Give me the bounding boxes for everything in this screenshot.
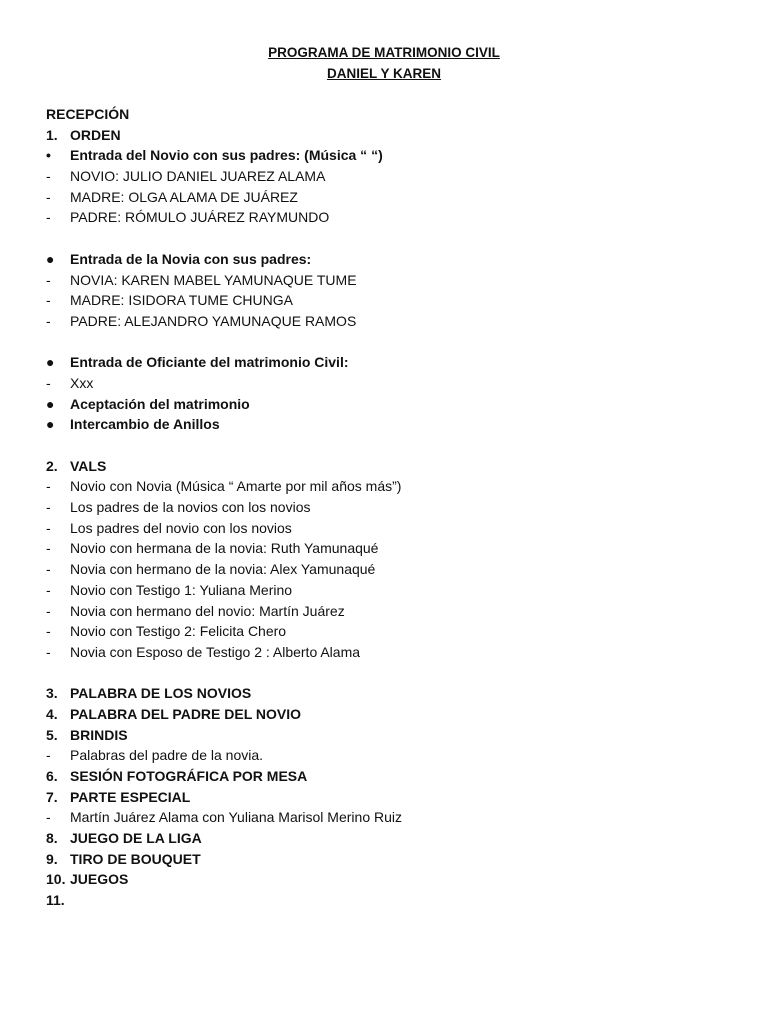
item-text: Novia con Esposo de Testigo 2 : Alberto Alama bbox=[70, 643, 361, 660]
document-title: PROGRAMA DE MATRIMONIO CIVIL bbox=[268, 45, 500, 60]
dash-marker: - bbox=[46, 602, 51, 619]
program-heading-item bbox=[46, 787, 726, 808]
item-text: RECEPCIÓN bbox=[46, 106, 130, 122]
dash-marker: - bbox=[46, 581, 51, 598]
item-text: Los padres de la novios con los novios bbox=[70, 499, 311, 516]
program-detail-item bbox=[46, 311, 726, 332]
program-detail-item bbox=[46, 580, 726, 601]
item-text: Xxx bbox=[70, 374, 94, 391]
program-heading-item bbox=[46, 766, 726, 787]
number-marker: 1. bbox=[46, 126, 58, 143]
number-marker: 7. bbox=[46, 788, 58, 805]
program-heading-item bbox=[46, 104, 726, 125]
program-detail-item bbox=[46, 290, 726, 311]
item-text: JUEGOS bbox=[70, 871, 129, 888]
item-text: MADRE: ISIDORA TUME CHUNGA bbox=[70, 292, 293, 309]
item-text: PARTE ESPECIAL bbox=[70, 788, 191, 805]
dash-marker: - bbox=[46, 747, 51, 764]
blank-line bbox=[46, 435, 726, 456]
program-detail-item bbox=[46, 166, 726, 187]
bullet-marker: ● bbox=[46, 354, 55, 371]
item-text: SESIÓN FOTOGRÁFICA POR MESA bbox=[70, 768, 308, 784]
item-text: Entrada del Novio con sus padres: (Música “ “) bbox=[70, 147, 383, 164]
program-detail-item bbox=[46, 207, 726, 228]
program-heading-item bbox=[46, 125, 726, 146]
program-detail-item bbox=[46, 187, 726, 208]
item-text: PALABRA DEL PADRE DEL NOVIO bbox=[70, 705, 302, 722]
program-detail-item bbox=[46, 745, 726, 766]
dash-marker: - bbox=[46, 499, 51, 516]
item-text: NOVIO: JULIO DANIEL JUAREZ ALAMA bbox=[70, 168, 326, 185]
item-text: Entrada de Oficiante del matrimonio Civil: bbox=[70, 354, 349, 371]
program-list bbox=[46, 104, 726, 911]
item-text: ORDEN bbox=[70, 126, 121, 143]
program-heading-item bbox=[46, 352, 726, 373]
number-marker: 10. bbox=[46, 871, 66, 888]
item-text: Martín Juárez Alama con Yuliana Marisol Merino Ruiz bbox=[70, 809, 403, 826]
bullet-marker: ● bbox=[46, 395, 55, 412]
number-marker: 6. bbox=[46, 768, 58, 784]
dash-marker: - bbox=[46, 561, 51, 578]
program-detail-item bbox=[46, 497, 726, 518]
dash-marker: - bbox=[46, 809, 51, 826]
program-detail-item bbox=[46, 270, 726, 291]
dash-marker: - bbox=[46, 209, 51, 226]
program-heading-item bbox=[46, 725, 726, 746]
number-marker: 11. bbox=[46, 892, 65, 909]
item-text: TIRO DE BOUQUET bbox=[70, 850, 201, 867]
item-text: Novio con Testigo 2: Felicita Chero bbox=[70, 623, 287, 640]
program-detail-item bbox=[46, 601, 726, 622]
bullet-marker: • bbox=[46, 147, 51, 164]
blank-line bbox=[46, 332, 726, 353]
item-text: Los padres del novio con los novios bbox=[70, 519, 292, 536]
program-heading-item bbox=[46, 849, 726, 870]
dash-marker: - bbox=[46, 312, 51, 329]
number-marker: 5. bbox=[46, 726, 58, 743]
item-text: PADRE: ALEJANDRO YAMUNAQUE RAMOS bbox=[70, 312, 357, 329]
dash-marker: - bbox=[46, 292, 51, 309]
program-heading-item bbox=[46, 145, 726, 166]
number-marker: 2. bbox=[46, 457, 58, 474]
dash-marker: - bbox=[46, 478, 51, 495]
item-text: Intercambio de Anillos bbox=[70, 416, 220, 433]
item-text: PADRE: RÓMULO JUÁREZ RAYMUNDO bbox=[70, 209, 330, 226]
item-text: JUEGO DE LA LIGA bbox=[70, 830, 202, 847]
program-heading-item bbox=[46, 869, 726, 890]
item-text: Novio con Testigo 1: Yuliana Merino bbox=[70, 581, 293, 598]
program-heading-item bbox=[46, 394, 726, 415]
dash-marker: - bbox=[46, 188, 51, 205]
program-detail-item bbox=[46, 642, 726, 663]
document-subtitle: DANIEL Y KAREN bbox=[326, 66, 442, 81]
item-text: Novio con Novia (Música “ Amarte por mil años más”) bbox=[70, 478, 402, 495]
number-marker: 9. bbox=[46, 850, 58, 867]
program-heading-item bbox=[46, 414, 726, 435]
dash-marker: - bbox=[46, 519, 51, 536]
number-marker: 8. bbox=[46, 830, 58, 847]
dash-marker: - bbox=[46, 623, 51, 640]
program-heading-item bbox=[46, 249, 726, 270]
program-heading-item bbox=[46, 890, 726, 911]
number-marker: 3. bbox=[46, 685, 58, 702]
item-text: BRINDIS bbox=[70, 726, 128, 743]
program-detail-item bbox=[46, 807, 726, 828]
item-text: PALABRA DE LOS NOVIOS bbox=[70, 685, 252, 702]
program-heading-item bbox=[46, 828, 726, 849]
item-text: Novio con hermana de la novia: Ruth Yamunaqué bbox=[70, 540, 379, 557]
bullet-marker: ● bbox=[46, 250, 55, 267]
number-marker: 4. bbox=[46, 705, 58, 722]
program-detail-item bbox=[46, 559, 726, 580]
dash-marker: - bbox=[46, 271, 51, 288]
program-detail-item bbox=[46, 518, 726, 539]
dash-marker: - bbox=[46, 168, 51, 185]
program-heading-item bbox=[46, 456, 726, 477]
item-text: Palabras del padre de la novia. bbox=[70, 747, 264, 764]
item-text: Aceptación del matrimonio bbox=[70, 395, 250, 412]
blank-line bbox=[46, 228, 726, 249]
program-detail-item bbox=[46, 476, 726, 497]
item-text: NOVIA: KAREN MABEL YAMUNAQUE TUME bbox=[70, 271, 357, 288]
dash-marker: - bbox=[46, 540, 51, 557]
program-detail-item bbox=[46, 621, 726, 642]
item-text: VALS bbox=[70, 457, 107, 474]
bullet-marker: ● bbox=[46, 416, 55, 433]
item-text: Novia con hermano de la novia: Alex Yamunaqué bbox=[70, 561, 376, 578]
program-heading-item bbox=[46, 704, 726, 725]
item-text: Novia con hermano del novio: Martín Juárez bbox=[70, 602, 345, 619]
item-text: MADRE: OLGA ALAMA DE JUÁREZ bbox=[70, 188, 298, 205]
program-detail-item bbox=[46, 373, 726, 394]
dash-marker: - bbox=[46, 374, 51, 391]
blank-line bbox=[46, 663, 726, 684]
program-detail-item bbox=[46, 538, 726, 559]
dash-marker: - bbox=[46, 643, 51, 660]
program-heading-item bbox=[46, 683, 726, 704]
item-text: Entrada de la Novia con sus padres: bbox=[70, 250, 312, 267]
